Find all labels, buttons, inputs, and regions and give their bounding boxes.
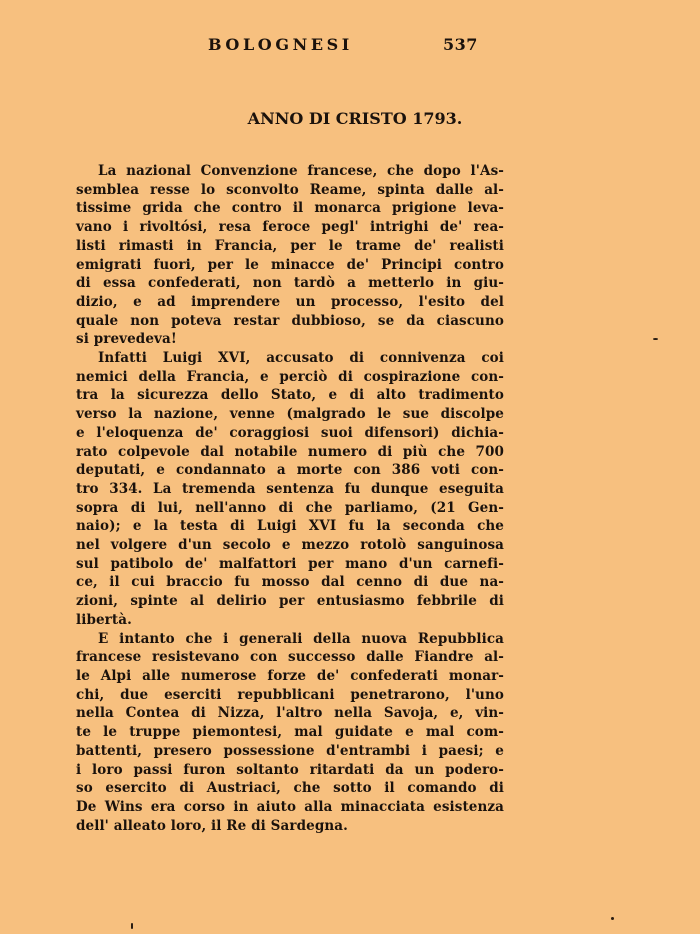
text-line: le Alpi alle numerose forze de' confederati monar- (76, 667, 504, 684)
text-line: tissime grida che contro il monarca prigione leva- (76, 200, 504, 217)
text-line: tra la sicurezza dello Stato, e di alto tradimento (76, 387, 504, 404)
text-line: verso la nazione, venne (malgrado le sue discolpe (76, 406, 504, 423)
text-line: dizio, e ad imprendere un processo, l'esito del (76, 293, 504, 310)
text-line: ce, il cui braccio fu mosso dal cenno di due na- (76, 574, 504, 591)
paper-speck (653, 338, 658, 340)
text-line: nel volgere d'un secolo e mezzo rotolò sanguinosa (76, 537, 504, 554)
text-line: deputati, e condannato a morte con 386 voti con- (76, 462, 504, 479)
text-line: La nazional Convenzione francese, che dopo l'As- (98, 163, 504, 179)
text-line: so esercito di Austriaci, che sotto il comando di (76, 780, 504, 797)
text-line: i loro passi furon soltanto ritardati da un podero- (76, 761, 504, 778)
text-line: si prevedeva! (76, 331, 177, 348)
text-line: te le truppe piemontesi, mal guidate e mal com- (76, 724, 504, 741)
text-line: nemici della Francia, e perciò di cospirazione con- (76, 368, 504, 385)
text-line: chi, due eserciti repubblicani penetrarono, l'uno (76, 686, 504, 703)
text-line: tro 334. La tremenda sentenza fu dunque eseguita (76, 480, 504, 497)
section-heading: ANNO DI CRISTO 1793. (247, 109, 463, 128)
text-line: di essa confederati, non tardò a metterlo in giu- (76, 275, 504, 292)
text-line: dell' alleato loro, il Re di Sardegna. (76, 817, 348, 834)
text-line: zioni, spinte al delirio per entusiasmo febbrile di (76, 593, 504, 610)
text-line: e l'eloquenza de' coraggiosi suoi difensori) dichia- (76, 424, 504, 441)
body-text (76, 162, 504, 835)
text-line: emigrati fuori, per le minacce de' Principi contro (76, 256, 504, 273)
paper-speck (131, 923, 133, 929)
text-line: sopra di lui, nell'anno di che parliamo, (21 Gen- (76, 499, 504, 516)
text-line: semblea resse lo sconvolto Reame, spinta dalle al- (76, 181, 504, 198)
text-line: rato colpevole dal notabile numero di più che 700 (76, 443, 504, 460)
text-line: nella Contea di Nizza, l'altro nella Savoja, e, vin- (76, 705, 504, 722)
page-number: 537 (443, 35, 478, 54)
text-line: Infatti Luigi XVI, accusato di connivenza coi (98, 350, 504, 367)
running-header (0, 34, 700, 58)
text-line: E intanto che i generali della nuova Repubblica (98, 630, 504, 647)
text-line: francese resistevano con successo dalle Fiandre al- (76, 649, 504, 666)
text-line: listi rimasti in Francia, per le trame de' realisti (76, 237, 504, 254)
text-line: quale non poteva restar dubbioso, se da ciascuno (76, 312, 504, 329)
text-line: sul patibolo de' malfattori per mano d'un carnefi- (76, 555, 504, 572)
text-line: libertà. (76, 611, 132, 628)
text-line: battenti, presero possessione d'entrambi i paesi; e (76, 742, 504, 759)
text-line: vano i rivoltósi, resa feroce pegl' intrighi de' rea- (76, 219, 504, 236)
paper-speck (611, 917, 614, 920)
text-line: naio); e la testa di Luigi XVI fu la seconda che (76, 518, 504, 535)
text-line: De Wins era corso in aiuto alla minacciata esistenza (76, 798, 504, 815)
running-title: BOLOGNESI (208, 35, 353, 54)
